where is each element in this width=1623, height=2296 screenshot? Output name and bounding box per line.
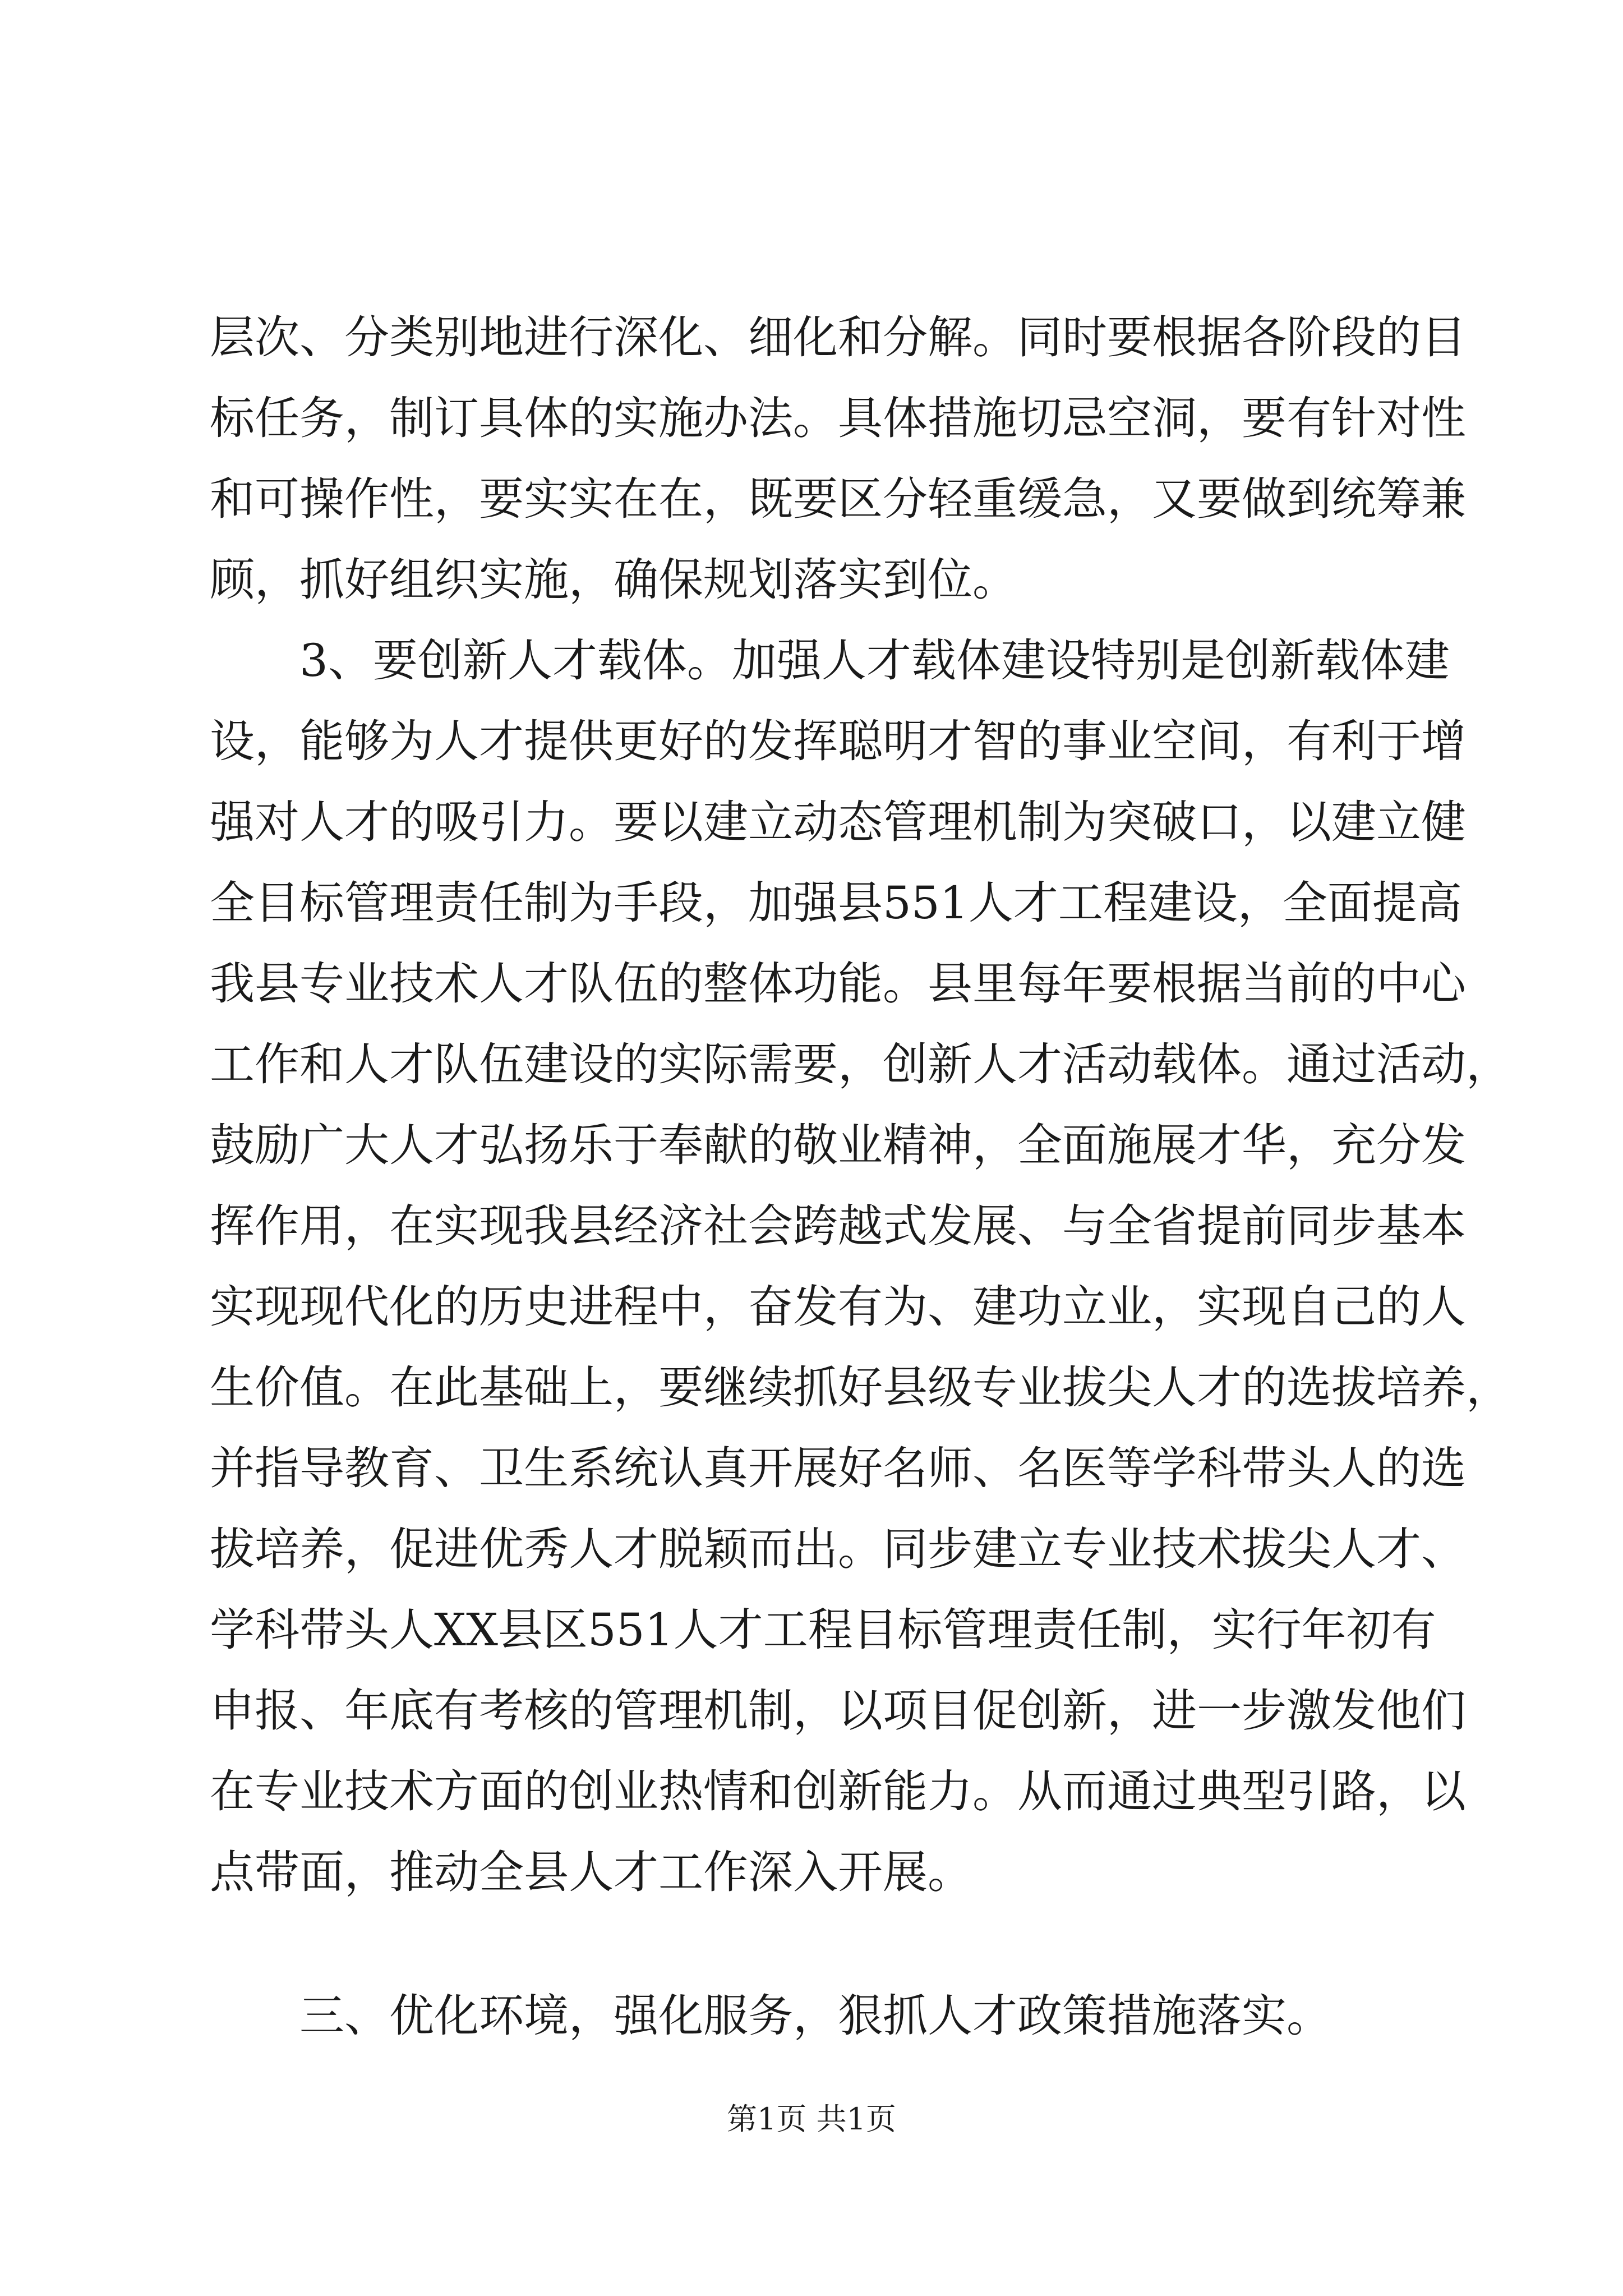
text-line: 生价值。在此基础上，要继续抓好县级专业拔尖人才的选拔培养， [210,1361,1511,1414]
text-line: 申报、年底有考核的管理机制，以项目促创新，进一步激发他们 [210,1685,1466,1737]
text-line: 层次、分类别地进行深化、细化和分解。同时要根据各阶段的目 [210,311,1466,364]
paragraph-1 [210,297,1466,620]
text-line: 三、优化环境，强化服务，狠抓人才政策措施落实。 [210,1990,1331,2042]
text-line: 设，能够为人才提供更好的发挥聪明才智的事业空间，有利于增 [210,715,1466,767]
text-line: 工作和人才队伍建设的实际需要，创新人才活动载体。通过活动， [210,1038,1511,1091]
text-line: 在专业技术方面的创业热情和创新能力。从而通过典型引路，以 [210,1765,1466,1818]
paragraph-2 [210,620,1511,1913]
text-line: 我县专业技术人才队伍的整体功能。县里每年要根据当前的中心 [210,958,1466,1010]
text-line: 和可操作性，要实实在在，既要区分轻重缓急，又要做到统筹兼 [210,473,1466,525]
text-line: 标任务，制订具体的实施办法。具体措施切忌空洞，要有针对性 [210,392,1466,444]
paragraph-spacer [210,1913,1415,1976]
text-line: 实现现代化的历史进程中，奋发有为、建功立业，实现自己的人 [210,1281,1466,1333]
text-line: 挥作用，在实现我县经济社会跨越式发展、与全省提前同步基本 [210,1200,1466,1252]
text-line: 学科带头人XX县区551人才工程目标管理责任制，实行年初有 [210,1604,1436,1656]
page-footer [0,2097,1623,2142]
document-body [210,297,1511,2056]
text-line: 拔培养，促进优秀人才脱颖而出。同步建立专业技术拔尖人才、 [210,1523,1466,1575]
text-line: 鼓励广大人才弘扬乐于奉献的敬业精神，全面施展才华，充分发 [210,1119,1466,1171]
text-line: 全目标管理责任制为手段，加强县551人才工程建设，全面提高 [210,877,1462,929]
paragraph-3 [210,1976,1415,2056]
text-line: 顾，抓好组织实施，确保规划落实到位。 [210,554,1017,606]
text-line: 并指导教育、卫生系统认真开展好名师、名医等学科带头人的选 [210,1442,1466,1494]
text-line: 强对人才的吸引力。要以建立动态管理机制为突破口，以建立健 [210,796,1466,848]
text-line: 3、要创新人才载体。加强人才载体建设特别是创新载体建 [210,634,1450,687]
page-number-label: 第1页 共1页 [727,2101,896,2137]
text-line: 点带面，推动全县人才工作深入开展。 [210,1846,972,1898]
